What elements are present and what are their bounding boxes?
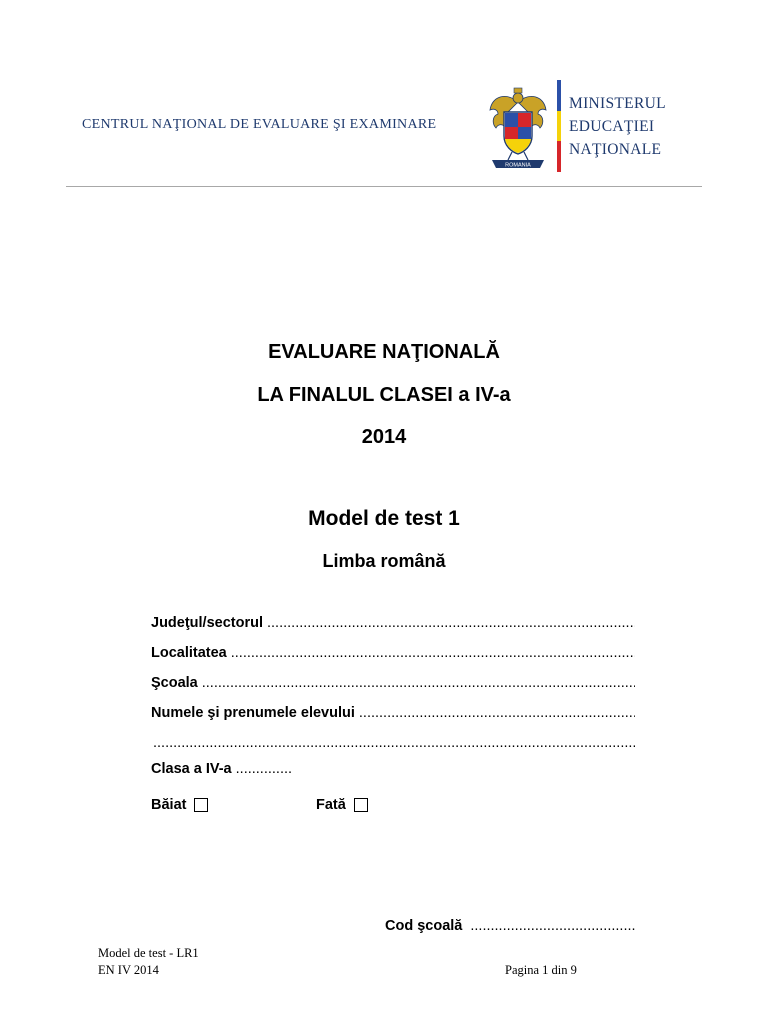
institution-name: CENTRUL NAŢIONAL DE EVALUARE ŞI EXAMINARE — [82, 117, 437, 132]
footer-exam: EN IV 2014 — [98, 963, 159, 977]
locality-label: Localitatea — [151, 645, 227, 661]
school-label: Şcoala — [151, 675, 198, 691]
class-fill-in[interactable]: .............. — [235, 761, 293, 777]
school-code-label: Cod şcoală — [385, 918, 463, 934]
boy-option[interactable] — [151, 797, 208, 813]
girl-checkbox[interactable] — [354, 798, 368, 812]
locality-field[interactable] — [151, 645, 635, 661]
test-model-title: Model de test 1 — [308, 507, 460, 530]
fill-in-line[interactable] — [267, 615, 635, 631]
boy-checkbox[interactable] — [194, 798, 208, 812]
class-field[interactable] — [151, 761, 292, 777]
ministry-name — [569, 92, 666, 161]
page-number: Pagina 1 din 9 — [505, 963, 577, 977]
flag-yellow — [557, 111, 561, 142]
subject-title: Limba română — [322, 551, 446, 571]
fill-in-line[interactable] — [359, 705, 635, 721]
svg-text:ROMANIA: ROMANIA — [505, 162, 531, 169]
county-field[interactable] — [151, 615, 635, 631]
county-label: Judeţul/sectorul — [151, 615, 263, 631]
class-label: Clasa a IV-a — [151, 761, 232, 777]
school-field[interactable] — [151, 675, 635, 691]
fill-in-line[interactable] — [202, 675, 635, 691]
school-code-field[interactable] — [385, 918, 635, 934]
footer-model: Model de test - LR1 — [98, 946, 199, 960]
girl-label: Fată — [316, 797, 346, 813]
fill-in-line[interactable] — [470, 918, 635, 934]
exam-subtitle: LA FINALUL CLASEI a IV-a — [257, 384, 511, 406]
flag-blue — [557, 80, 561, 111]
coat-of-arms-logo — [486, 84, 550, 170]
student-name-continuation[interactable] — [153, 735, 635, 751]
boy-label: Băiat — [151, 797, 187, 813]
exam-title: EVALUARE NAŢIONALĂ — [268, 341, 500, 363]
fill-in-line[interactable] — [153, 735, 635, 751]
header-divider — [66, 186, 702, 187]
exam-year: 2014 — [361, 426, 407, 448]
girl-option[interactable] — [316, 797, 368, 813]
tricolor-bar — [557, 80, 561, 172]
student-name-label: Numele şi prenumele elevului — [151, 705, 355, 721]
ministry-line: NAŢIONALE — [569, 141, 662, 158]
flag-red — [557, 141, 561, 172]
ministry-line: EDUCAŢIEI — [569, 118, 655, 135]
student-name-field[interactable] — [151, 705, 635, 721]
ministry-line: MINISTERUL — [569, 95, 666, 112]
fill-in-line[interactable] — [231, 645, 635, 661]
